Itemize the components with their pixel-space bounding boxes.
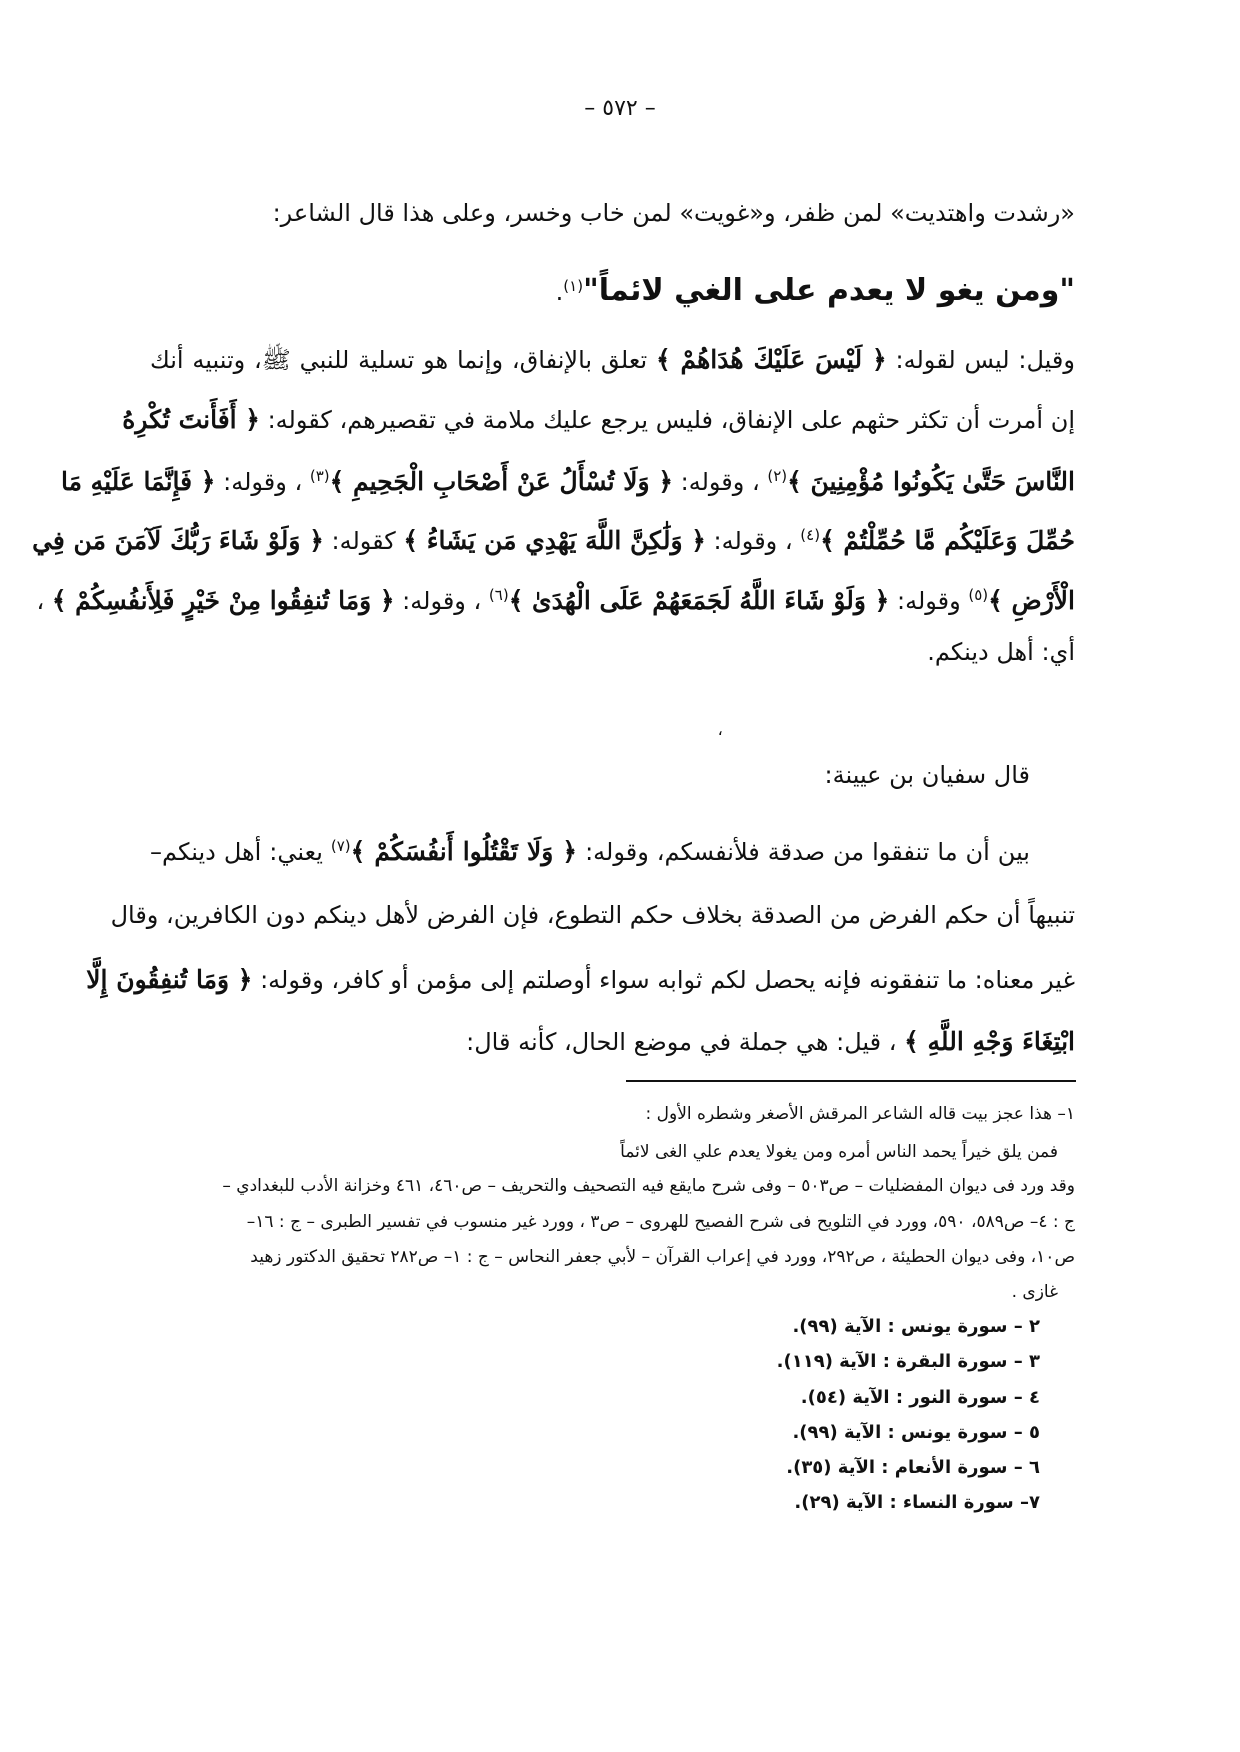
quran-quote: ﴿ أَفَأَنتَ تُكْرِهُ	[122, 405, 260, 434]
footnote-2: ٢ – سورة يونس : الآية (٩٩).	[792, 1316, 1040, 1337]
body-text: بين أن ما تنفقوا من صدقة فلأنفسكم، وقوله:	[585, 838, 1030, 866]
quran-quote: ﴿ وَلَٰكِنَّ اللَّهَ يَهْدِي مَن يَشَاءُ ﴾	[403, 526, 706, 555]
quran-quote: النَّاسَ حَتَّىٰ يَكُونُوا مُؤْمِنِينَ ﴾	[787, 467, 1075, 496]
quran-quote: ﴿ فَإِنَّمَا عَلَيْهِ مَا	[60, 467, 216, 496]
body-text: «رشدت واهتديت» لمن ظفر، و«غويت» لمن خاب وخسر، وعلى هذا قال الشاعر:	[272, 199, 1075, 227]
footnote-1-verse: فمن يلق خيراً يحمد الناس أمره ومن يغولا يعدم علي الغى لائماً	[620, 1142, 1058, 1162]
body-text: إن أمرت أن تكثر حثهم على الإنفاق، فليس يرجع عليك ملامة في تقصيرهم، كقوله:	[267, 406, 1075, 434]
footnote-separator	[626, 1080, 1076, 1082]
body-line	[32, 515, 1075, 561]
body-text: كقوله:	[331, 527, 396, 555]
footnote-3: ٣ – سورة البقرة : الآية (١١٩).	[776, 1351, 1040, 1372]
quran-quote: ﴿ لَيْسَ عَلَيْكَ هُدَاهُمْ ﴾	[655, 345, 887, 374]
quran-quote: ﴿ وَلَوْ شَاءَ اللَّهُ لَجَمَعَهُمْ عَلَى الْهُدَىٰ ﴾	[508, 586, 890, 615]
quran-quote: حُمِّلَ وَعَلَيْكُم مَّا حُمِّلْتُمْ ﴾	[820, 526, 1075, 555]
body-line	[86, 960, 1075, 1000]
quran-quote: ﴿ وَمَا تُنفِقُونَ إِلَّا	[86, 965, 253, 994]
footnote-1-text: غازى .	[1011, 1282, 1058, 1302]
quran-quote: ﴿ وَلَا تَقْتُلُوا أَنفُسَكُمْ ﴾	[350, 837, 578, 866]
footnote-ref: (٦)	[488, 586, 509, 604]
footnote-1-text: وقد ورد فى ديوان المفضليات – ص٥٠٣ – وفى شرح مايقع فيه التصحيف والتحريف – ص٤٦٠، ٤٦١ وخزانة الأدب للبغدادي –	[222, 1176, 1075, 1196]
body-line	[150, 632, 1075, 672]
body-text: ، وقوله:	[713, 527, 793, 555]
body-line	[122, 400, 1075, 440]
body-line	[60, 456, 1075, 502]
body-text: وقيل: ليس لقوله:	[895, 346, 1075, 374]
body-line	[36, 575, 1075, 621]
body-line	[150, 340, 1075, 380]
footnote-ref: (١)	[563, 277, 584, 295]
footnote-6: ٦ – سورة الأنعام : الآية (٣٥).	[786, 1457, 1040, 1478]
footnote-1-text: ص١٠، وفى ديوان الحطيئة ، ص٢٩٢، وورد في إعراب القرآن – لأبي جعفر النحاس – ج : ١– ص٢٨٢ تحقيق الدكتور زهيد	[250, 1247, 1075, 1267]
poetry-verse: "ومن يغو لا يعدم على الغي لائماً"	[583, 273, 1075, 308]
body-text: قال سفيان بن عيينة:	[824, 761, 1030, 789]
body-text: غير معناه: ما تنفقونه فإنه يحصل لكم ثوابه سواء أوصلتم إلى مؤمن أو كافر، وقوله:	[260, 966, 1075, 994]
body-text: ، وقوله:	[402, 587, 482, 615]
body-text: ، وقوله:	[223, 468, 303, 496]
poetry-verse-line	[150, 262, 1075, 316]
footnote-1: ١– هذا عجز بيت قاله الشاعر المرقش الأصغر وشطره الأول :	[645, 1104, 1075, 1124]
body-line	[150, 1022, 1075, 1062]
footnote-7: ٧– سورة النساء : الآية (٢٩).	[794, 1492, 1040, 1513]
body-text: وقوله:	[896, 587, 961, 615]
quran-quote: ﴿ وَلَوْ شَاءَ رَبُّكَ لَآمَنَ مَن فِي	[32, 526, 324, 555]
body-text: ،	[36, 587, 45, 615]
quran-quote: ﴿ وَمَا تُنفِقُوا مِنْ خَيْرٍ فَلِأَنفُسِكُمْ ﴾	[51, 586, 395, 615]
footnote-ref: (٥)	[968, 586, 989, 604]
body-text: ، قيل: هي جملة في موضع الحال، كأنه قال:	[466, 1028, 897, 1056]
body-line	[150, 193, 1075, 233]
body-text: أي: أهل دينكم.	[927, 638, 1075, 666]
footnote-ref: (٧)	[330, 837, 351, 855]
footnote-ref: (٢)	[767, 467, 788, 485]
quran-quote: ابْتِغَاءَ وَجْهِ اللَّهِ ﴾	[904, 1027, 1075, 1056]
body-text: .	[555, 278, 564, 306]
footnote-4: ٤ – سورة النور : الآية (٥٤).	[800, 1387, 1040, 1408]
quran-quote: ﴿ وَلَا تُسْأَلُ عَنْ أَصْحَابِ الْجَحِيمِ ﴾	[329, 467, 673, 496]
stray-mark: ʻ	[718, 728, 724, 747]
body-text: تعلق بالإنفاق، وإنما هو تسلية للنبي ﷺ، وتنبيه أنك	[150, 346, 648, 374]
body-line	[150, 755, 1030, 795]
body-text: تنبيهاً أن حكم الفرض من الصدقة بخلاف حكم التطوع، فإن الفرض لأهل دينكم دون الكافرين، وقال	[110, 901, 1075, 929]
footnote-ref: (٤)	[800, 526, 821, 544]
body-text: ، وقوله:	[680, 468, 760, 496]
footnote-ref: (٣)	[309, 467, 330, 485]
body-text: يعني: أهل دينكم–	[150, 838, 323, 866]
quran-quote: الْأَرْضِ ﴾	[988, 586, 1075, 615]
footnote-1-text: ج : ٤– ص٥٨٩، ٥٩٠، وورد في التلويح فى شرح الفصيح للهروى – ص٣ ، وورد غير منسوب في تفسير الطبرى – ج : ١٦–	[246, 1212, 1075, 1232]
body-line	[110, 895, 1075, 935]
page-number: – ٥٧٢ –	[584, 96, 656, 121]
body-line	[150, 826, 1030, 872]
footnote-5: ٥ – سورة يونس : الآية (٩٩).	[792, 1422, 1040, 1443]
